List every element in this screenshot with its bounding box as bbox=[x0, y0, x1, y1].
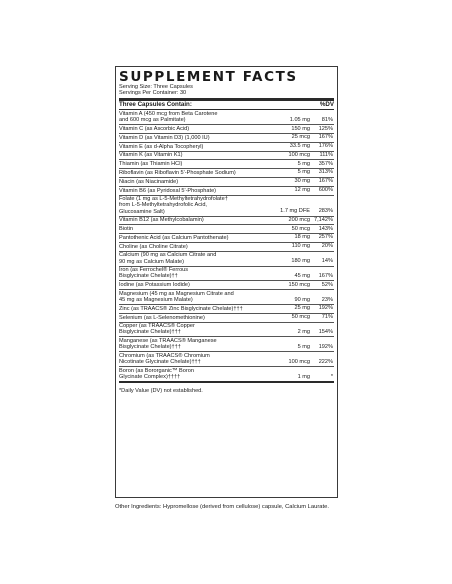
nutrient-name: Selenium (as L-Selenomethionine) bbox=[119, 314, 205, 321]
nutrient-dv: 192% bbox=[318, 305, 333, 312]
nutrient-amount: 33.5 mg bbox=[289, 143, 310, 150]
nutrient-dv: 52% bbox=[321, 281, 333, 288]
nutrient-name: Vitamin E (as d-Alpha Tocopheryl) bbox=[119, 143, 204, 150]
nutrient-amount: 25 mcg bbox=[291, 134, 310, 141]
nutrient-amount: 1.7 mg DFE bbox=[280, 208, 310, 215]
nutrient-row bbox=[119, 267, 334, 282]
nutrient-name: Vitamin B12 (as Methylcobalamin) bbox=[119, 217, 204, 224]
nutrient-row bbox=[119, 234, 334, 243]
nutrient-name: Manganese (as TRAACS® Manganese Bisglycinate Chelate)††† bbox=[119, 338, 217, 351]
nutrient-dv: 125% bbox=[318, 125, 333, 132]
nutrient-row bbox=[119, 152, 334, 161]
nutrient-name: Calcium (90 mg as Calcium Citrate and 90 mg as Calcium Malate) bbox=[119, 252, 217, 265]
nutrient-dv: 81% bbox=[321, 116, 333, 123]
nutrient-row bbox=[119, 281, 334, 290]
header-label: Three Capsules Contain: bbox=[119, 101, 192, 109]
nutrient-name: Vitamin B6 (as Pyridoxal 5'-Phosphate) bbox=[119, 187, 217, 194]
nutrient-amount: 18 mg bbox=[294, 234, 310, 241]
nutrient-dv: 600% bbox=[318, 187, 333, 194]
nutrient-row bbox=[119, 225, 334, 234]
nutrient-row bbox=[119, 323, 334, 338]
nutrient-row bbox=[119, 178, 334, 187]
nutrient-row bbox=[119, 290, 334, 305]
nutrient-amount: 100 mcg bbox=[288, 358, 310, 365]
nutrient-amount: 1 mg bbox=[297, 373, 310, 380]
nutrient-amount: 150 mg bbox=[291, 125, 310, 132]
nutrient-dv: 20% bbox=[321, 243, 333, 250]
nutrient-name: Copper (as TRAACS® Copper Bisglycinate Chelate)††† bbox=[119, 323, 195, 336]
nutrient-row bbox=[119, 252, 334, 267]
nutrient-row bbox=[119, 314, 334, 323]
nutrient-dv: 283% bbox=[318, 208, 333, 215]
nutrient-row bbox=[119, 134, 334, 143]
nutrient-row bbox=[119, 187, 334, 196]
panel-title: SUPPLEMENT FACTS bbox=[119, 69, 298, 85]
nutrient-dv: 222% bbox=[318, 358, 333, 365]
nutrient-dv: 71% bbox=[321, 314, 333, 321]
nutrient-dv: 192% bbox=[318, 343, 333, 350]
nutrient-amount: 90 mg bbox=[294, 296, 310, 303]
nutrient-row bbox=[119, 169, 334, 178]
nutrient-amount: 5 mg bbox=[297, 169, 310, 176]
nutrient-name: Choline (as Choline Citrate) bbox=[119, 243, 188, 250]
nutrient-dv: 14% bbox=[321, 258, 333, 265]
nutrient-amount: 180 mg bbox=[291, 258, 310, 265]
nutrient-dv: 7,142% bbox=[314, 216, 333, 223]
nutrient-dv: 357% bbox=[318, 160, 333, 167]
nutrient-row bbox=[119, 305, 334, 314]
nutrient-row bbox=[119, 217, 334, 226]
nutrient-row bbox=[119, 243, 334, 252]
nutrient-name: Iodine (as Potassium Iodide) bbox=[119, 282, 190, 289]
nutrient-name: Niacin (as Niacinamide) bbox=[119, 178, 179, 185]
nutrient-name: Thiamin (as Thiamin HCl) bbox=[119, 161, 183, 168]
nutrient-amount: 1.05 mg bbox=[289, 116, 310, 123]
nutrient-amount: 30 mg bbox=[294, 178, 310, 185]
nutrient-dv: 111% bbox=[319, 151, 333, 158]
nutrient-dv: 23% bbox=[321, 296, 333, 303]
other-ingredients: Other Ingredients: Hypromellose (derived from cellulose) capsule, Calcium Laurate. bbox=[115, 504, 329, 510]
nutrient-dv: 176% bbox=[318, 143, 333, 150]
nutrient-row bbox=[119, 160, 334, 169]
nutrient-amount: 12 mg bbox=[294, 187, 310, 194]
nutrient-name: Vitamin D (as Vitamin D3) (1,000 IU) bbox=[119, 134, 210, 141]
supplement-facts-panel bbox=[115, 66, 338, 498]
nutrient-row bbox=[119, 143, 334, 152]
nutrient-name: Boron (as Bororganic™ Boron Glycinate Complex)†††† bbox=[119, 368, 194, 381]
nutrient-amount: 2 mg bbox=[297, 328, 310, 335]
nutrient-name: Pantothenic Acid (as Calcium Pantothenate) bbox=[119, 234, 229, 241]
nutrient-dv: 257% bbox=[318, 234, 333, 241]
footnote: *Daily Value (DV) not established. bbox=[119, 388, 203, 395]
nutrient-name: Riboflavin (as Riboflavin 5'-Phosphate Sodium) bbox=[119, 169, 236, 176]
nutrient-name: Folate (1 mg as L-5-Methyltetrahydrofolate† from L-5-Methyltetrahydrofolic Acid, Glucosamine Salt) bbox=[119, 196, 228, 215]
nutrient-name: Vitamin A (450 mcg from Beta Carotene and 600 mcg as Palmitate) bbox=[119, 111, 218, 124]
nutrient-amount: 100 mcg bbox=[288, 151, 310, 158]
nutrient-name: Iron (as Ferrochel® Ferrous Bisglycinate Chelate)†† bbox=[119, 267, 189, 280]
nutrient-amount: 25 mg bbox=[294, 305, 310, 312]
nutrient-dv: 313% bbox=[318, 169, 333, 176]
serving-size: Serving Size: Three Capsules bbox=[119, 84, 193, 90]
nutrient-name: Chromium (as TRAACS® Chromium Nicotinate Glycinate Chelate)††† bbox=[119, 353, 210, 366]
nutrient-name: Magnesium (45 mg as Magnesium Citrate and 45 mg as Magnesium Malate) bbox=[119, 290, 234, 304]
nutrient-dv: 167% bbox=[318, 272, 333, 279]
nutrient-dv: 154% bbox=[318, 328, 333, 335]
nutrient-amount: 50 mcg bbox=[291, 314, 310, 321]
servings-per-container: Servings Per Container: 30 bbox=[119, 90, 187, 97]
nutrient-name: Zinc (as TRAACS® Zinc Bisglycinate Chelate)††† bbox=[119, 305, 243, 312]
nutrient-row bbox=[119, 367, 334, 383]
nutrient-row bbox=[119, 125, 334, 134]
nutrient-amount: 5 mg bbox=[297, 160, 310, 167]
nutrient-row bbox=[119, 352, 334, 367]
header-dv: %DV bbox=[319, 101, 334, 109]
nutrient-amount: 200 mcg bbox=[288, 216, 310, 223]
nutrient-amount: 5 mg bbox=[297, 343, 310, 350]
nutrient-row bbox=[119, 196, 334, 217]
nutrient-name: Biotin bbox=[119, 226, 133, 233]
nutrient-list bbox=[119, 110, 334, 383]
nutrient-amount: 45 mg bbox=[294, 272, 310, 279]
nutrient-dv: 143% bbox=[318, 225, 333, 232]
nutrient-name: Vitamin K (as Vitamin K1) bbox=[119, 152, 183, 159]
nutrient-amount: 150 mcg bbox=[288, 281, 310, 288]
nutrient-dv: 167% bbox=[318, 178, 333, 185]
column-header bbox=[119, 101, 334, 110]
nutrient-dv: * bbox=[330, 373, 333, 380]
nutrient-amount: 110 mg bbox=[291, 243, 310, 250]
nutrient-dv: 167% bbox=[318, 134, 333, 141]
nutrient-row bbox=[119, 337, 334, 352]
nutrient-name: Vitamin C (as Ascorbic Acid) bbox=[119, 126, 190, 133]
nutrient-row bbox=[119, 110, 334, 125]
nutrient-amount: 50 mcg bbox=[291, 225, 310, 232]
